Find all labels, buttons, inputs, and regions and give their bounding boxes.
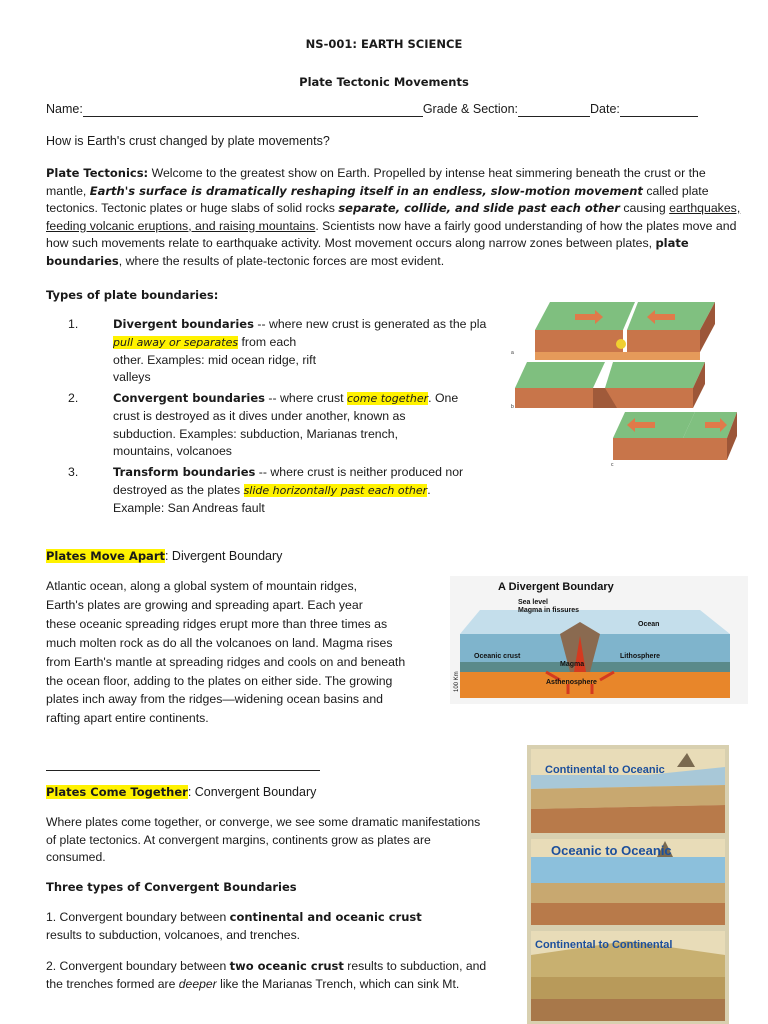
- question: How is Earth's crust changed by plate movements?: [46, 134, 330, 148]
- item-bold: continental and oceanic crust: [229, 910, 422, 924]
- type-text: .: [427, 483, 431, 497]
- fig2-magma: Magma: [560, 661, 585, 668]
- type-item-3: [46, 464, 506, 482]
- fig3-title-1: Continental to Oceanic: [545, 764, 665, 776]
- item-text: the trenches formed are: [46, 976, 179, 991]
- type-text: -- where crust: [264, 391, 347, 405]
- convergent-item-2: [46, 958, 522, 993]
- fig3-title-2: Oceanic to Oceanic: [551, 843, 672, 858]
- type-text: valleys: [113, 370, 151, 384]
- item-text: 2. Convergent boundary between: [46, 959, 230, 973]
- apart-line: rafting apart entire continents.: [46, 711, 209, 726]
- convergent-item-1: [46, 909, 522, 944]
- intro-underline: earthquakes, feeding volcanic eruptions, and raising mountains: [46, 201, 741, 233]
- item-italic: deeper: [178, 976, 217, 991]
- together-line: Where plates come together, or converge, we see some dramatic manifestations: [46, 815, 481, 829]
- fig2-oceanic-crust: Oceanic crust: [474, 653, 521, 660]
- name-label: Name:: [46, 102, 83, 116]
- type-text: from each: [238, 335, 297, 349]
- section-divider: [46, 770, 320, 771]
- type-item-2: [46, 390, 506, 408]
- together-subheading: : Convergent Boundary: [187, 785, 317, 799]
- type-text: mountains, volcanoes: [113, 444, 232, 458]
- fig2-depth: 100 Km: [454, 671, 460, 692]
- intro-bold: plate boundaries: [46, 236, 689, 268]
- type-text: crust is destroyed as it dives under another, known as: [113, 409, 406, 423]
- fig2-ocean: Ocean: [638, 621, 660, 628]
- apart-paragraph: [46, 577, 446, 728]
- intro-emphasis: Earth's surface is dramatically reshaping itself in an endless, slow-motion movement: [89, 183, 643, 198]
- divergent-boundary-figure: [450, 576, 748, 704]
- intro-text: . Scientists now have a fairly good understanding of how the plates move and how such movements relate to earthquake activity. Most movement occurs along narrow zones between plates,: [46, 218, 737, 250]
- type-highlight: pull away or separates: [113, 336, 239, 349]
- apart-heading: Plates Move Apart: [46, 549, 165, 563]
- type-text: subduction. Examples: subduction, Marianas trench,: [113, 426, 399, 441]
- type-highlight: come together: [346, 392, 429, 405]
- fig3-title-3: Continental to Continental: [535, 939, 673, 951]
- together-heading-row: [46, 785, 316, 799]
- fig2-asthenosphere: Asthenosphere: [546, 679, 597, 686]
- date-field[interactable]: [620, 102, 698, 117]
- type-text: . One: [428, 391, 459, 405]
- grade-field[interactable]: [518, 102, 590, 117]
- divergent-block: [535, 302, 715, 360]
- type-text: other. Examples: mid ocean ridge, rift: [113, 352, 316, 367]
- figure-label-a: a: [511, 350, 514, 356]
- together-line: of plate tectonics. At convergent margins, continents grow as plates are: [46, 832, 431, 847]
- types-heading: Types of plate boundaries:: [46, 288, 219, 302]
- grade-label: Grade & Section:: [422, 102, 519, 116]
- apart-heading-row: [46, 549, 282, 563]
- type-item-1: [46, 316, 506, 334]
- type-text: destroyed as the plates: [113, 483, 244, 497]
- fig2-magma-fissures: Magma in fissures: [518, 607, 580, 614]
- type-highlight: slide horizontally past each other: [243, 484, 428, 497]
- apart-line: plates inch away from the ridges—widening ocean basins and: [46, 692, 383, 707]
- type-name: Transform boundaries: [113, 465, 256, 479]
- list-number: 2.: [68, 391, 79, 405]
- page-title: Plate Tectonic Movements: [299, 75, 469, 89]
- apart-line: Earth's plates are growing and spreading apart. Each year: [46, 597, 363, 612]
- intro-lead: Plate Tectonics:: [46, 166, 149, 180]
- apart-line: the ocean floor, adding to the plates on either side. The growing: [46, 673, 393, 688]
- item-text: 1. Convergent boundary between: [46, 910, 230, 924]
- intro-text: called plate tectonics. Tectonic plates or huge slabs of solid rocks: [46, 183, 709, 215]
- type-item-3-cont: [113, 482, 513, 517]
- together-heading: Plates Come Together: [46, 785, 188, 799]
- item-text: like the Marianas Trench, which can sink Mt.: [216, 976, 460, 991]
- three-types-heading: Three types of Convergent Boundaries: [46, 880, 297, 894]
- item-bold: two oceanic crust: [229, 959, 344, 973]
- transform-block: [613, 412, 737, 460]
- apart-subheading: : Divergent Boundary: [164, 549, 283, 563]
- type-item-2-cont: [113, 408, 493, 461]
- intro-text: , where the results of plate-tectonic forces are most evident.: [118, 253, 445, 268]
- type-name: Convergent boundaries: [113, 391, 265, 405]
- apart-line: Atlantic ocean, along a global system of mountain ridges,: [46, 579, 358, 593]
- item-text: results to subduction, volcanoes, and trenches.: [46, 927, 301, 942]
- intro-paragraph: [46, 165, 742, 270]
- together-paragraph: [46, 814, 522, 867]
- plate-boundary-figure: [505, 290, 745, 475]
- fig2-title: A Divergent Boundary: [498, 581, 614, 593]
- date-label: Date:: [590, 102, 620, 116]
- figure-label-c: c: [611, 462, 614, 468]
- name-field[interactable]: [83, 102, 423, 117]
- intro-text: causing: [619, 201, 670, 215]
- type-item-1-cont: [113, 334, 493, 387]
- type-name: Divergent boundaries: [113, 317, 254, 331]
- type-text: Example: San Andreas fault: [113, 500, 265, 515]
- intro-text: Welcome to the greatest show on Earth. Propelled by intense heat simmering beneath the crust or the mantle,: [46, 166, 706, 198]
- item-text: results to subduction, and: [343, 959, 487, 973]
- figure-label-b: b: [511, 404, 514, 410]
- together-line: consumed.: [46, 850, 106, 864]
- list-number: 1.: [68, 317, 79, 331]
- type-text: -- where crust is neither produced nor: [255, 465, 464, 479]
- intro-emphasis: separate, collide, and slide past each other: [338, 201, 620, 215]
- fig2-lithosphere: Lithosphere: [620, 653, 661, 660]
- convergent-block: [515, 362, 705, 408]
- apart-line: from Earth's mantle at spreading ridges and cools on and beneath: [46, 654, 406, 669]
- list-number: 3.: [68, 465, 79, 479]
- fig2-sea-level: Sea level: [518, 599, 548, 606]
- apart-line: much molten rock as do all the volcanoes on land. Magma rises: [46, 635, 393, 650]
- course-title: NS-001: EARTH SCIENCE: [305, 37, 463, 51]
- convergent-types-figure: [527, 745, 729, 1024]
- form-row: [46, 102, 746, 117]
- type-text: -- where new crust is generated as the pla: [253, 317, 487, 331]
- apart-line: these oceanic spreading ridges erupt more than three times as: [46, 616, 388, 631]
- continental-oceanic-panel: [531, 749, 725, 833]
